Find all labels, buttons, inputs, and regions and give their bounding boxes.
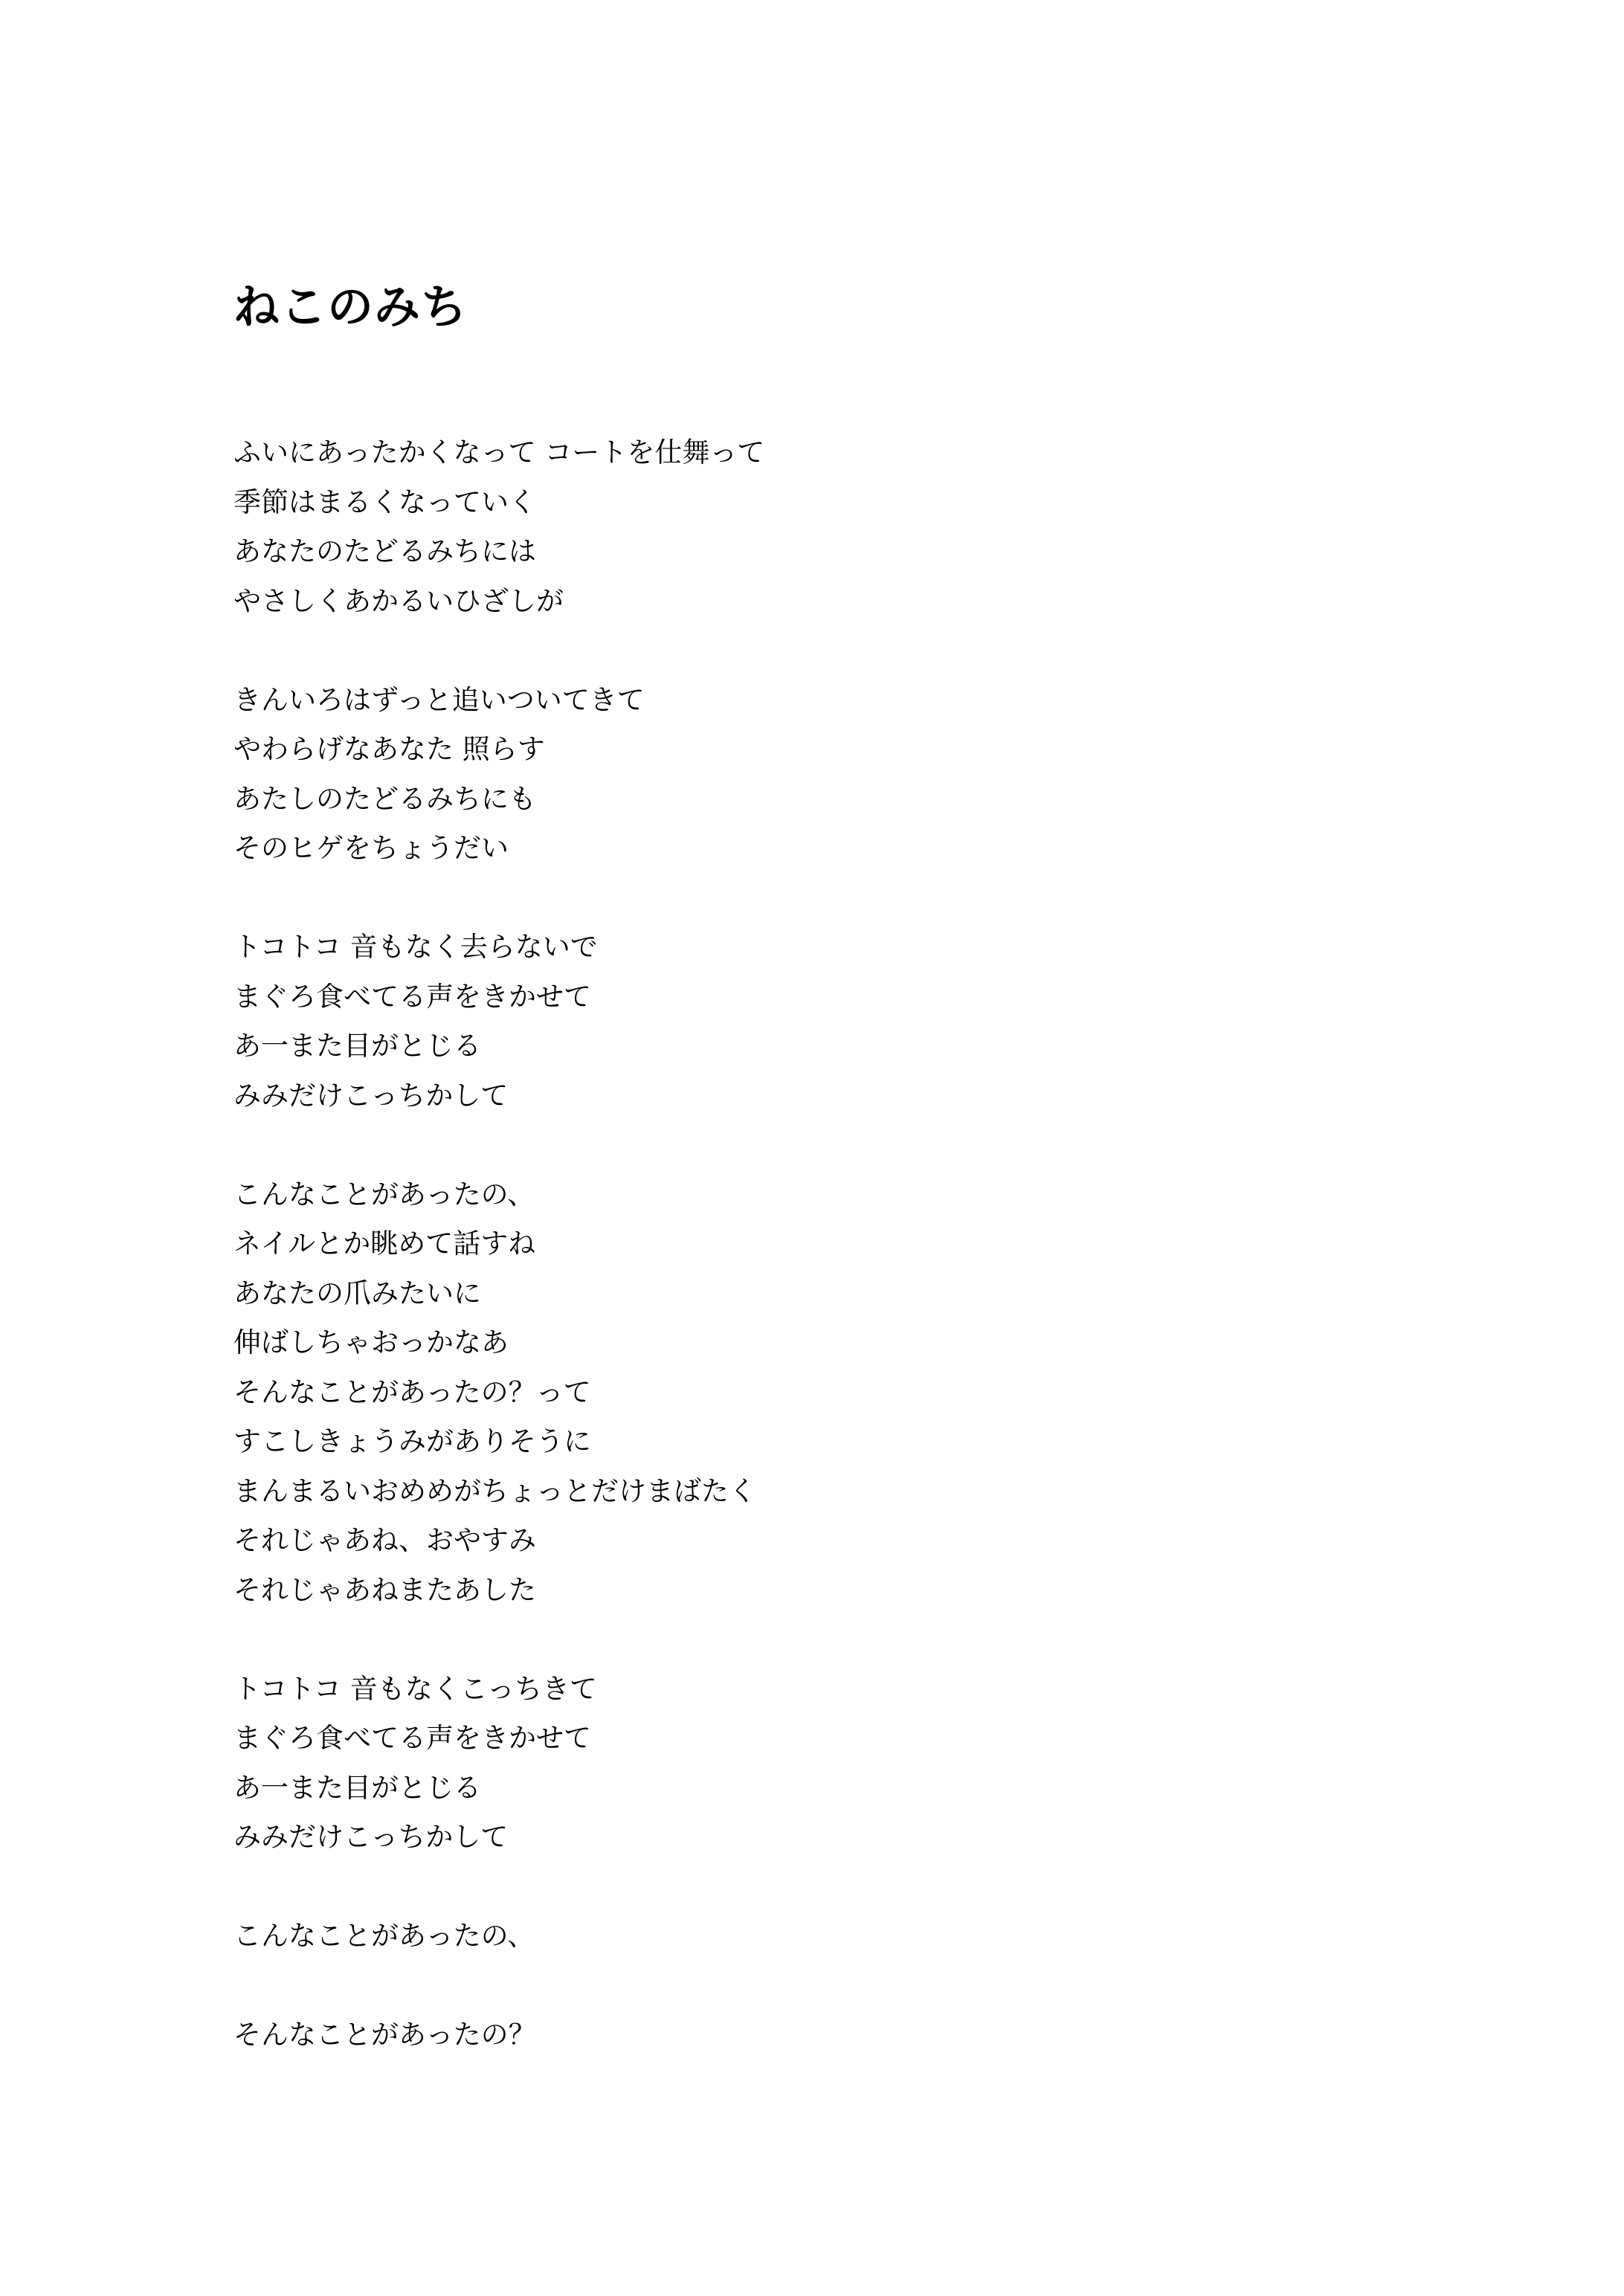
lyric-line: あなたの爪みたいに (233, 1277, 481, 1309)
lyric-line: あ一また目がとじる (233, 1030, 481, 1062)
lyric-line: 季節はまるくなっていく (233, 486, 536, 518)
lyric-line: それじゃあねまたあした (233, 1573, 536, 1606)
stanza-gap (233, 626, 764, 676)
lyric-line: やわらげなあなた 照らす (233, 733, 545, 765)
lyric-line: ふいにあったかくなって コートを仕舞って (233, 436, 765, 468)
lyric-line: すこしきょうみがありそうに (233, 1425, 591, 1457)
song-title: ねこのみち (233, 280, 468, 334)
lyric-line: きんいろはずっと追いついてきて (233, 683, 645, 716)
lyric-line: こんなことがあったの、 (233, 1920, 535, 1952)
stanza-6 (233, 1912, 764, 1961)
lyric-line: 伸ばしちゃおっかなあ (233, 1326, 509, 1358)
lyric-line: やさしくあかるいひざしが (233, 584, 564, 617)
lyric-line: みみだけこっちかして (233, 1821, 509, 1853)
stanza-4 (233, 1170, 764, 1616)
lyric-line: トコトコ 音もなく去らないで (233, 931, 598, 963)
stanza-5 (233, 1665, 764, 1863)
stanza-1 (233, 428, 764, 626)
stanza-gap (233, 1961, 764, 2011)
lyric-line: そんなことがあったの？ (233, 2019, 536, 2051)
stanza-3 (233, 923, 764, 1120)
stanza-gap (233, 1120, 764, 1170)
lyric-line: そんなことがあったの？って (233, 1376, 591, 1408)
lyric-line: トコトコ 音もなくこっちきて (233, 1672, 598, 1705)
lyric-line: こんなことがあったの、 (233, 1178, 535, 1210)
stanza-gap (233, 1863, 764, 1912)
lyric-line: あたしのたどるみちにも (233, 782, 536, 815)
stanza-gap (233, 874, 764, 923)
lyric-line: そのヒゲをちょうだい (233, 832, 509, 864)
lyric-line: それじゃあね、おやすみ (233, 1524, 536, 1556)
lyric-line: まぐろ食べてる声をきかせて (233, 1722, 591, 1754)
stanza-2 (233, 676, 764, 874)
lyric-line: まぐろ食べてる声をきかせて (233, 980, 591, 1013)
lyrics-body (233, 428, 764, 2060)
lyric-line: まんまるいおめめがちょっとだけまばたく (233, 1474, 756, 1507)
lyric-line: ネイルとか眺めて話すね (233, 1228, 536, 1260)
lyric-line: あなたのたどるみちには (233, 535, 536, 567)
lyric-line: みみだけこっちかして (233, 1079, 509, 1112)
lyric-line: あ一また目がとじる (233, 1771, 481, 1804)
stanza-gap (233, 1615, 764, 1665)
stanza-7 (233, 2010, 764, 2060)
